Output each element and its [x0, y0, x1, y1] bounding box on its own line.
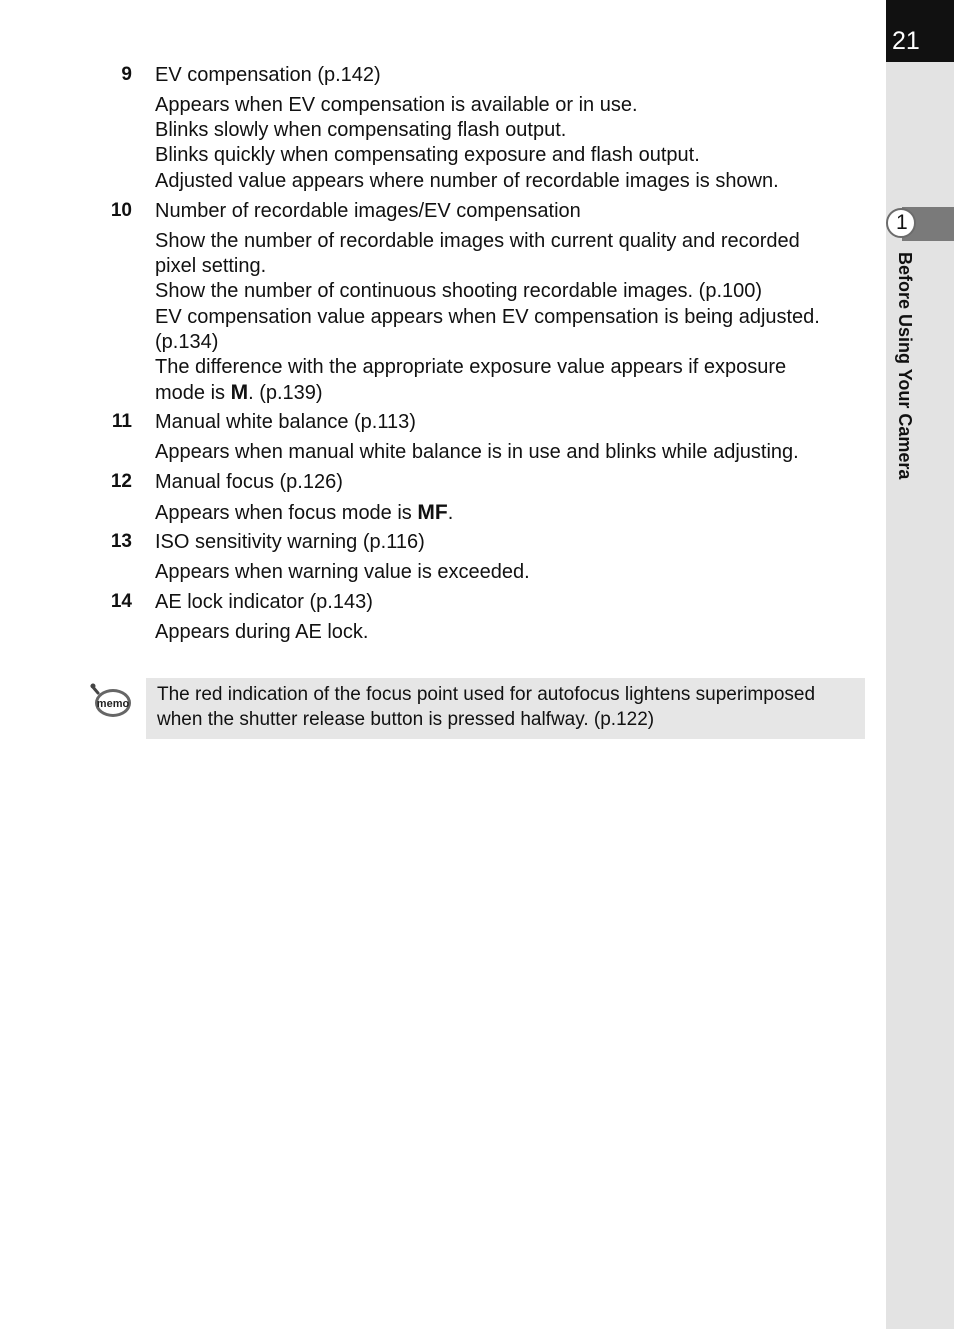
- description-line: (p.134): [155, 330, 219, 353]
- focus-mode-mf-icon: MF: [417, 501, 448, 524]
- entry-number: 14: [110, 591, 132, 612]
- entry-number: 11: [111, 411, 132, 432]
- description-line: Show the number of continuous shooting recordable images. (p.100): [155, 280, 763, 303]
- memo-text-line: when the shutter release button is pressed halfway. (p.122): [157, 709, 655, 730]
- entry-number: 10: [110, 200, 132, 221]
- entry-description: [155, 620, 865, 645]
- line-suffix: . (p.139): [248, 382, 323, 405]
- description-line: Show the number of recordable images with current quality and recorded: [155, 230, 800, 252]
- chapter-number: 1: [896, 211, 908, 234]
- entry-description: [155, 500, 865, 526]
- page-number: 21: [892, 27, 920, 55]
- description-line: EV compensation value appears when EV compensation is being adjusted.: [155, 305, 820, 328]
- entry-description: [155, 229, 865, 406]
- entry-title: ISO sensitivity warning (p.116): [155, 531, 425, 553]
- description-line: Appears when EV compensation is available or in use.: [155, 94, 638, 116]
- description-line: pixel setting.: [155, 255, 267, 278]
- description-line: Appears when warning value is exceeded.: [155, 561, 530, 583]
- entry-title: EV compensation (p.142): [155, 64, 381, 86]
- memo-icon: [89, 683, 133, 721]
- memo-icon-label: memo: [96, 698, 130, 710]
- entry-title: AE lock indicator (p.143): [155, 591, 373, 613]
- description-line: Blinks quickly when compensating exposure and flash output.: [155, 144, 700, 167]
- line-prefix: Appears when focus mode is: [155, 502, 418, 524]
- memo-text-line: The red indication of the focus point used for autofocus lightens superimposed: [157, 684, 816, 705]
- entry-number: 9: [121, 64, 132, 85]
- chapter-title: Before Using Your Camera: [895, 252, 915, 480]
- description-line: The difference with the appropriate exposure value appears if exposure: [155, 356, 787, 379]
- description-line: Blinks slowly when compensating flash output.: [155, 119, 567, 142]
- description-line: [155, 380, 865, 406]
- entry-number: 12: [110, 471, 132, 492]
- description-line: Appears when manual white balance is in use and blinks while adjusting.: [155, 441, 799, 463]
- line-prefix: mode is: [155, 382, 231, 405]
- entry-description: [155, 93, 865, 194]
- description-line: Adjusted value appears where number of recordable images is shown.: [155, 169, 779, 192]
- entry-title: Manual focus (p.126): [155, 471, 343, 493]
- entry-title: Manual white balance (p.113): [155, 411, 416, 433]
- line-suffix: .: [447, 502, 454, 524]
- description-line: Appears during AE lock.: [155, 621, 369, 643]
- entry-description: [155, 560, 865, 585]
- description-line: [155, 500, 865, 526]
- chapter-sidebar: [886, 0, 954, 1329]
- entry-description: [155, 440, 865, 465]
- exposure-mode-m-icon: M: [230, 381, 249, 405]
- entry-number: 13: [110, 531, 132, 552]
- entry-title: Number of recordable images/EV compensation: [155, 200, 581, 222]
